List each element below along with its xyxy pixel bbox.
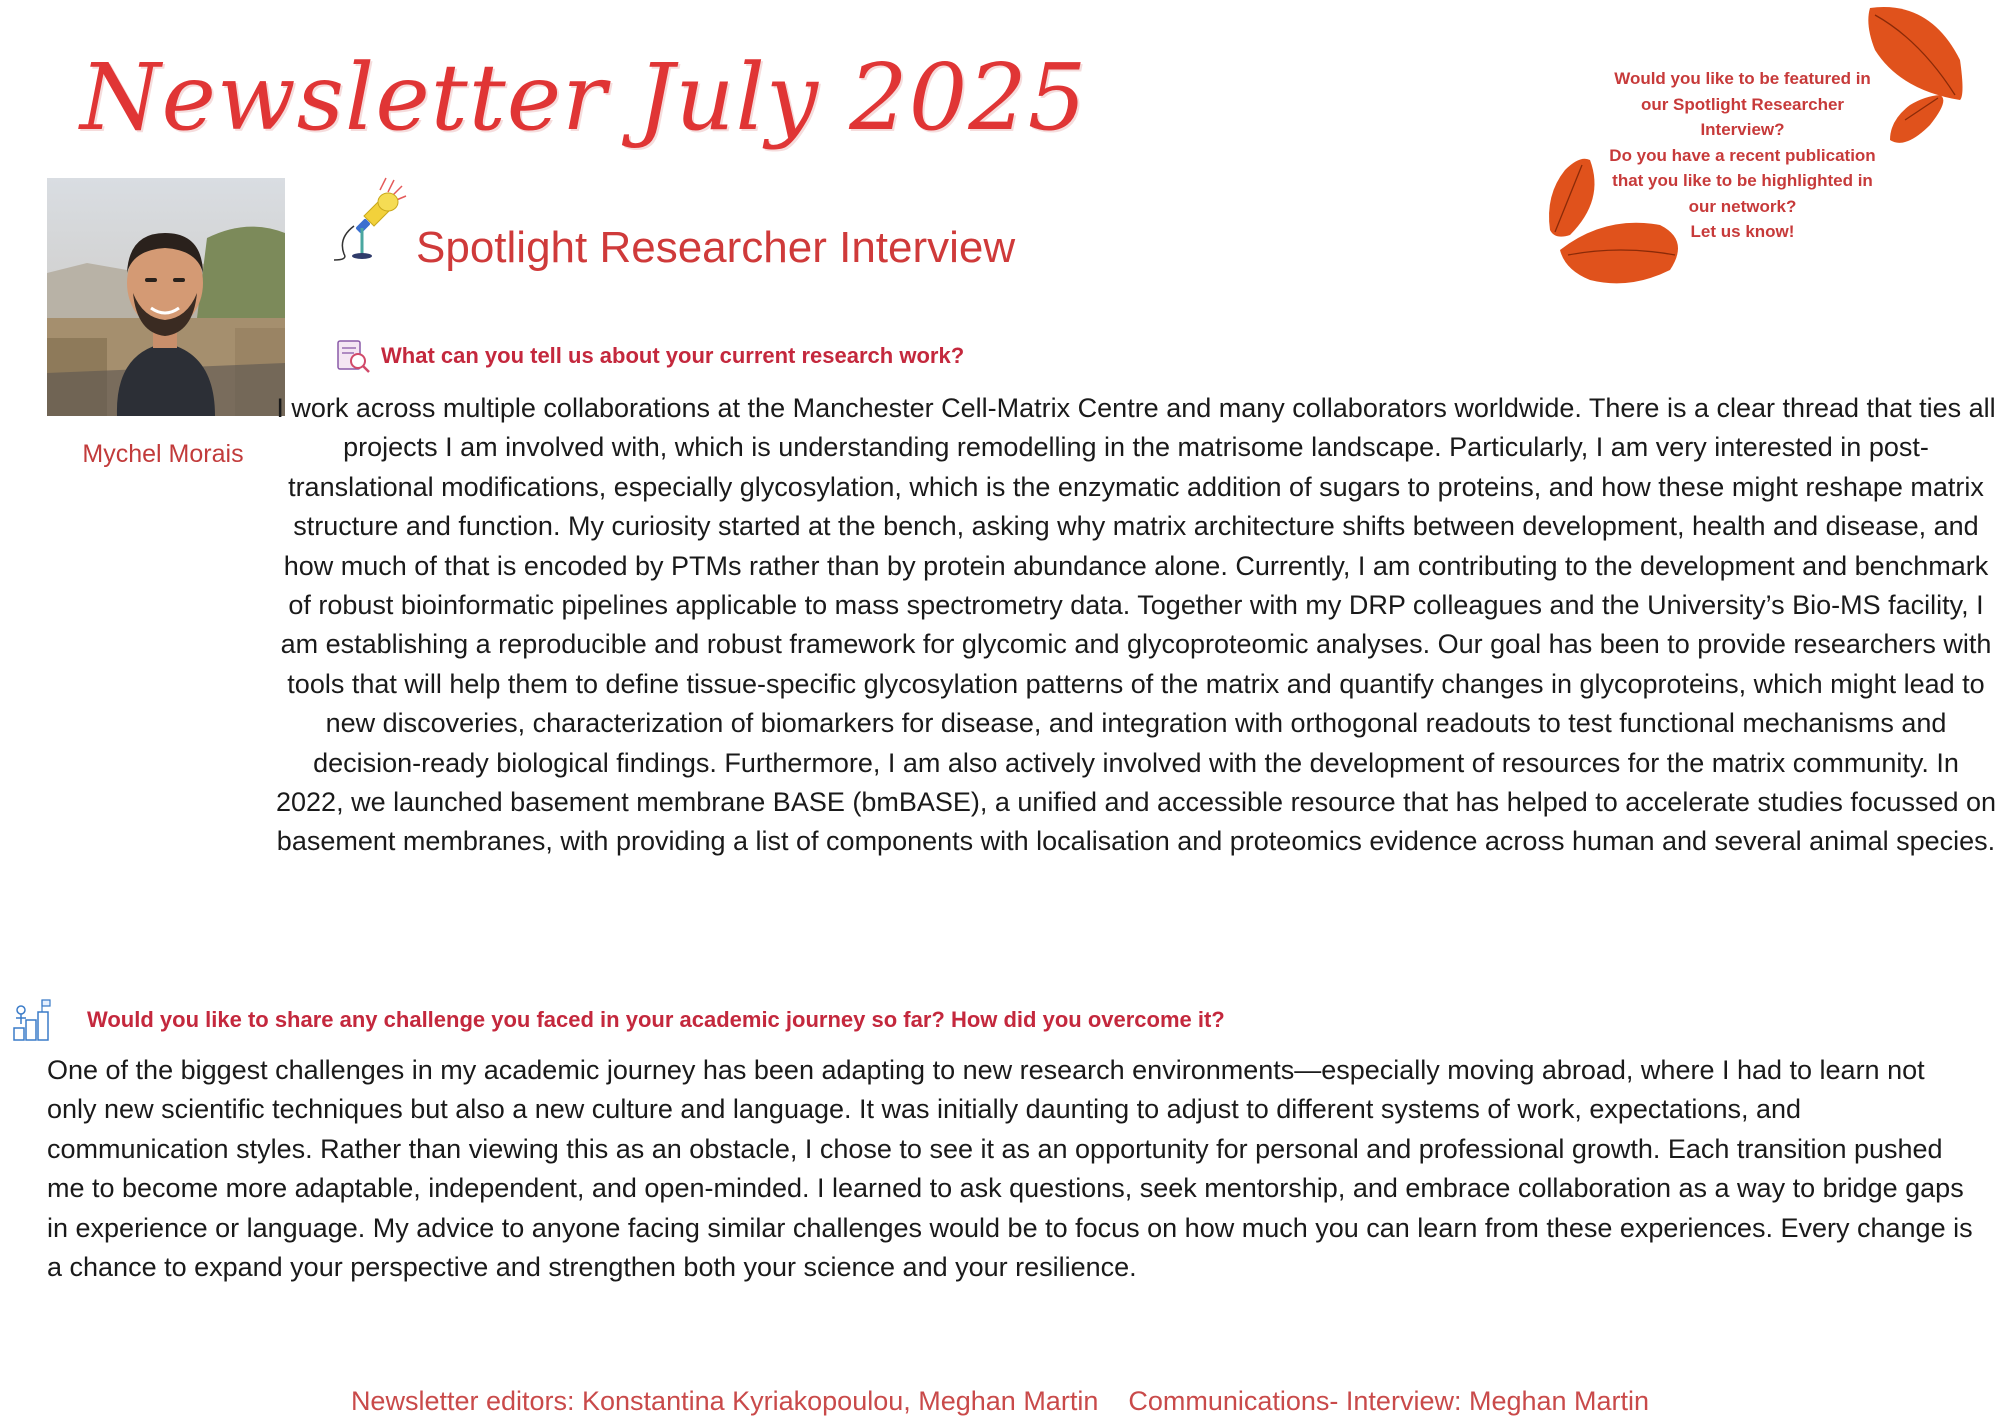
research-search-icon (334, 337, 374, 377)
promo-line: Let us know! (1690, 222, 1795, 241)
newsletter-title: Newsletter July 2025 (80, 44, 1088, 151)
promo-line: that you like to be highlighted in (1612, 171, 1873, 190)
promo-line: Interview? (1700, 120, 1785, 139)
question-heading-2: Would you like to share any challenge you faced in your academic journey so far? How did you overcome it? (87, 1007, 1225, 1032)
promo-line: Would you like to be featured in (1614, 69, 1871, 88)
question-heading-1: What can you tell us about your current research work? (381, 343, 965, 368)
footer-editors: Newsletter editors: Konstantina Kyriakopoulou, Meghan Martin (350, 1386, 1099, 1416)
promo-line: Do you have a recent publication (1609, 145, 1876, 165)
answer-paragraph-2: One of the biggest challenges in my academic journey has been adapting to new research environments—especially moving abroad, where I had to learn not only new scientific techniques but also a new culture and language. It was initially daunting to adjust to different systems of work, expectations, and communication styles. Rather than viewing this as an obstacle, I chose to see it as an opportunity for personal and professional growth. Each transition pushed me to become more adaptable, independent, and open-minded. I learned to ask questions, seek mentorship, and embrace collaboration as a way to bridge gaps in experience or language. My advice to anyone facing similar challenges would be to focus on how much you can learn from these experiences. Every change is a chance to expand your perspective and strengthen both your science and your resilience. (47, 1055, 1973, 1283)
promo-line: our network? (1688, 196, 1797, 216)
answer-paragraph-1: I work across multiple collaborations at the Manchester Cell-Matrix Centre and many collaborators worldwide. There is a clear thread that ties all projects I am involved with, which is understanding remodelling in the matrisome landscape. Particularly, I am very interested in post-translational modifications, especially glycosylation, which is the enzymatic addition of sugars to proteins, and how these might reshape matrix structure and function. My curiosity started at the bench, asking why matrix architecture shifts between development, health and disease, and how much of that is encoded by PTMs rather than by protein abundance alone. Currently, I am contributing to the development and benchmark of robust bioinformatic pipelines applicable to mass spectrometry data. Together with my DRP colleagues and the University’s Bio-MS facility, I am establishing a reproducible and robust framework for glycomic and glycoproteomic analyses. Our goal has been to provide researchers with tools that will help them to define tissue-specific glycosylation patterns of the matrix and quantify changes in glycoproteins, which might lead to new discoveries, characterization of biomarkers for disease, and integration with orthogonal readouts to test functional mechanisms and decision-ready biological findings. Furthermore, I am also actively involved with the development of resources for the matrix community. In 2022, we launched basement membrane BASE (bmBASE), a unified and accessible resource that has helped to accelerate studies focussed on basement membranes, with providing a list of components with localisation and proteomics evidence across human and several animal species. (276, 393, 1997, 857)
promo-callout-text (1585, 66, 1900, 245)
section-title: Spotlight Researcher Interview (416, 223, 1016, 272)
researcher-photo (47, 178, 285, 416)
researcher-name: Mychel Morais (82, 440, 244, 468)
promo-line: our Spotlight Researcher (1640, 94, 1845, 114)
career-steps-icon (12, 998, 52, 1038)
microphone-icon (330, 168, 430, 268)
footer-credits (0, 1386, 2000, 1416)
footer-communications: Communications- Interview: Meghan Martin (1128, 1386, 1650, 1416)
